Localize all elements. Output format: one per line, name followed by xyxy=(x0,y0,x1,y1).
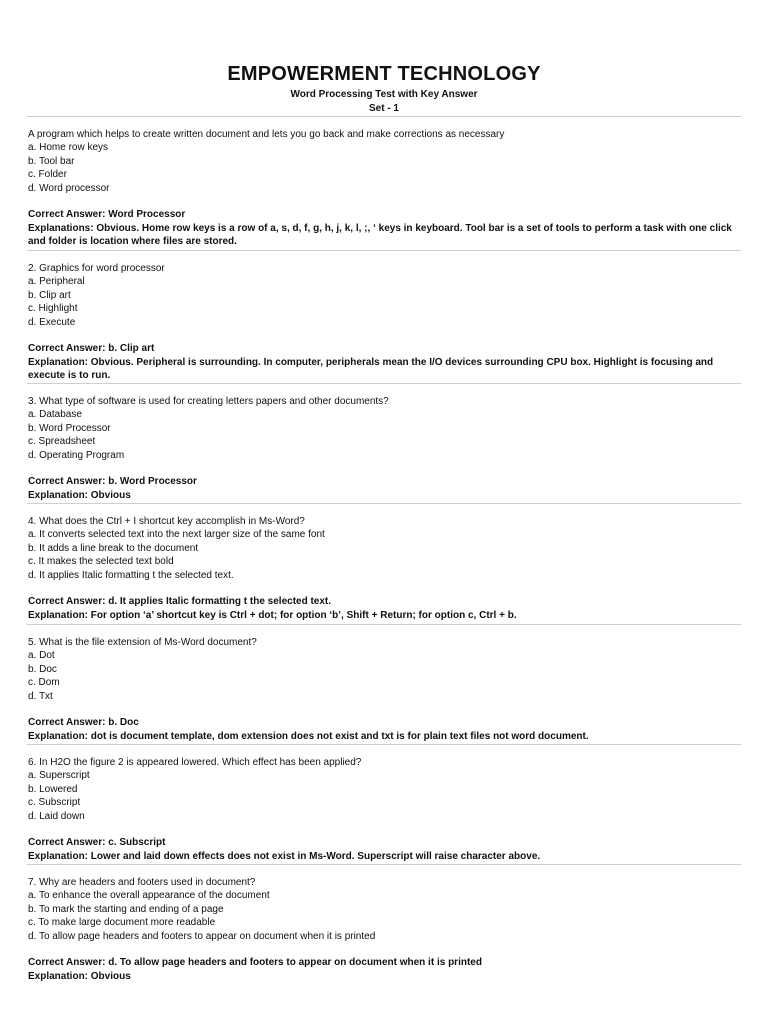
question-text: 7. Why are headers and footers used in document? xyxy=(28,877,256,888)
option: d. Operating Program xyxy=(28,449,125,461)
page-title: EMPOWERMENT TECHNOLOGY xyxy=(227,63,541,85)
question-block xyxy=(28,756,740,863)
explanation: Explanation: dot is document template, dom extension does not exist and txt is for plain text files not word document. xyxy=(28,730,589,742)
option: a. It converts selected text into the next larger size of the same font xyxy=(28,529,325,541)
option: a. Peripheral xyxy=(28,276,85,288)
explanation: Explanation: Obvious xyxy=(28,489,131,501)
question-text: 5. What is the file extension of Ms-Word document? xyxy=(28,637,257,648)
question-text: 2. Graphics for word processor xyxy=(28,263,165,274)
correct-answer: Correct Answer: b. Doc xyxy=(28,717,139,729)
option: c. To make large document more readable xyxy=(28,917,216,929)
option: a. Superscript xyxy=(28,770,90,782)
option: c. Dom xyxy=(28,677,60,689)
question-block xyxy=(28,128,740,249)
option: b. It adds a line break to the document xyxy=(28,542,199,554)
divider xyxy=(27,250,741,251)
option: a. Database xyxy=(28,409,82,421)
question-block xyxy=(28,395,740,502)
correct-answer: Correct Answer: b. Clip art xyxy=(28,343,155,355)
option: d. To allow page headers and footers to appear on document when it is printed xyxy=(28,930,376,942)
option: c. Subscript xyxy=(28,797,81,809)
question-text: 4. What does the Ctrl + I shortcut key accomplish in Ms-Word? xyxy=(28,516,305,527)
option: a. Home row keys xyxy=(28,142,109,154)
question-block xyxy=(28,876,740,983)
divider xyxy=(27,744,741,745)
question-text: 3. What type of software is used for creating letters papers and other documents? xyxy=(28,396,389,407)
explanation: Explanations: Obvious. Home row keys is a row of a, s, d, f, g, h, j, k, l, ;, ‘ keys in keyboard. Tool bar is a set of tools to perform a task with one click and folder is location where files are stored. xyxy=(28,222,732,248)
correct-answer: Correct Answer: b. Word Processor xyxy=(28,476,197,488)
option: b. Clip art xyxy=(28,289,71,301)
set-label: Set - 1 xyxy=(368,103,399,114)
divider xyxy=(27,624,741,625)
correct-answer: Correct Answer: c. Subscript xyxy=(28,837,166,849)
page-subtitle: Word Processing Test with Key Answer xyxy=(290,89,478,100)
question-block xyxy=(28,515,740,622)
option: c. Highlight xyxy=(28,303,78,315)
option: d. Word processor xyxy=(28,182,110,194)
explanation: Explanation: Obvious xyxy=(28,970,131,982)
divider xyxy=(27,116,741,117)
option: d. Laid down xyxy=(28,810,85,822)
question-block xyxy=(28,262,740,383)
explanation: Explanation: Lower and laid down effects does not exist in Ms-Word. Superscript will raise character above. xyxy=(28,850,541,862)
option: d. It applies Italic formatting t the selected text. xyxy=(28,569,234,581)
explanation: Explanation: For option ‘a’ shortcut key is Ctrl + dot; for option ‘b’, Shift + Return; for option c, Ctrl + b. xyxy=(28,609,517,621)
divider xyxy=(27,383,741,384)
divider xyxy=(27,864,741,865)
option: c. Folder xyxy=(28,169,67,181)
option: d. Execute xyxy=(28,316,76,328)
option: c. It makes the selected text bold xyxy=(28,556,174,568)
question-block xyxy=(28,636,740,743)
correct-answer: Correct Answer: d. It applies Italic formatting t the selected text. xyxy=(28,596,332,608)
option: a. Dot xyxy=(28,650,55,662)
question-text: 6. In H2O the figure 2 is appeared lowered. Which effect has been applied? xyxy=(28,757,362,768)
option: b. Tool bar xyxy=(28,155,75,167)
option: d. Txt xyxy=(28,690,53,702)
option: a. To enhance the overall appearance of the document xyxy=(28,890,270,902)
divider xyxy=(27,503,741,504)
option: b. Lowered xyxy=(28,783,78,795)
option: b. Doc xyxy=(28,663,57,675)
correct-answer: Correct Answer: Word Processor xyxy=(28,209,186,221)
option: b. To mark the starting and ending of a page xyxy=(28,903,224,915)
correct-answer: Correct Answer: d. To allow page headers and footers to appear on document when it is printed xyxy=(28,957,482,969)
explanation: Explanation: Obvious. Peripheral is surrounding. In computer, peripherals mean the I/O devices surrounding CPU box. Highlight is focusing and execute is to run. xyxy=(28,356,714,382)
option: b. Word Processor xyxy=(28,422,111,434)
option: c. Spreadsheet xyxy=(28,436,96,448)
question-text: A program which helps to create written document and lets you go back and make corrections as necessary xyxy=(28,129,505,140)
